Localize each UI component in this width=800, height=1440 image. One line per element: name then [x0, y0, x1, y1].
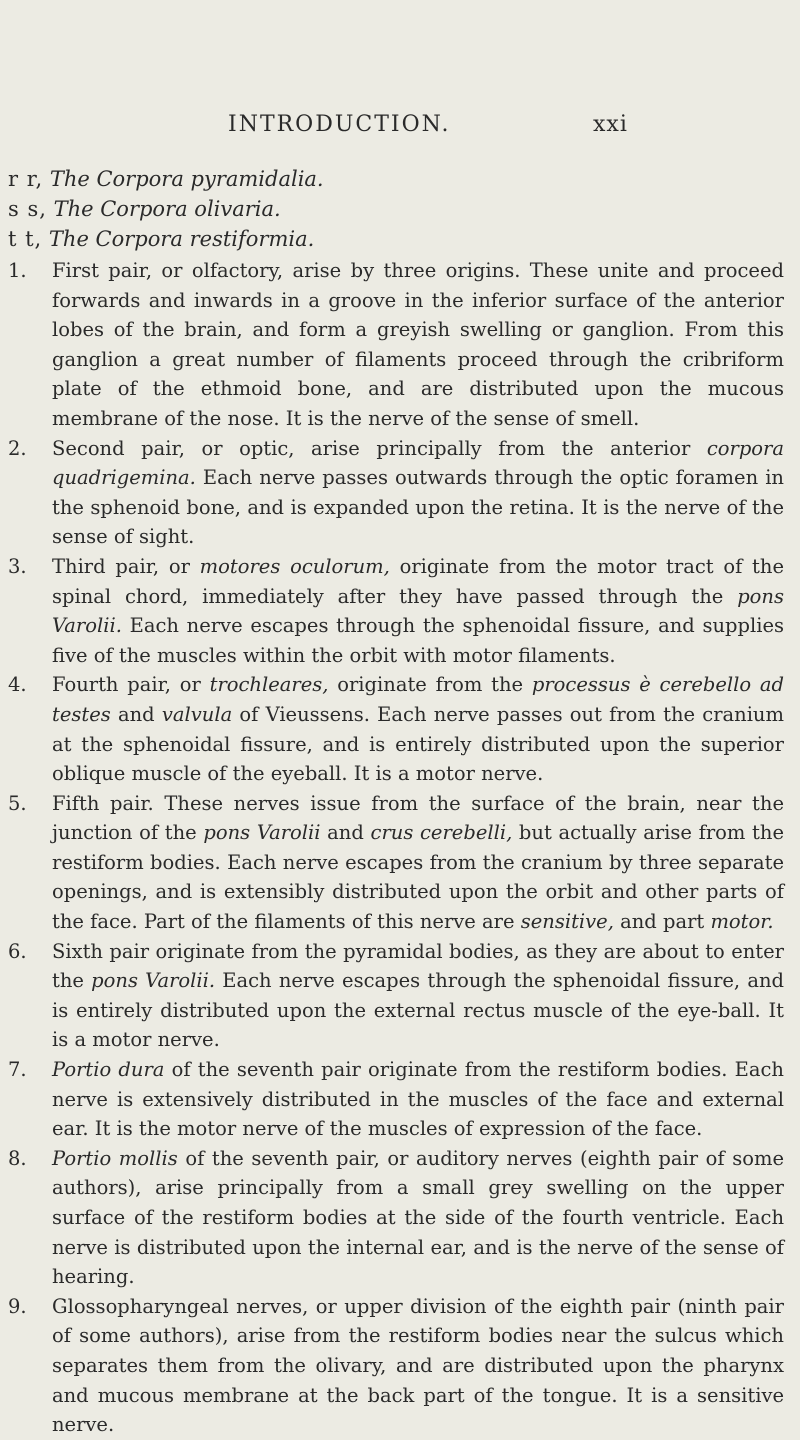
nerve-list	[8, 256, 784, 1440]
nerve-paragraph	[8, 552, 784, 670]
paragraph-text: Each nerve escapes through the sphenoidal fissure, and supplies five of the muscles within the orbit with motor filaments.	[52, 614, 784, 667]
italic-term: processus è cerebello ad testes	[52, 673, 785, 726]
paragraph-text: of the seventh pair originate from the restiform bodies. Each nerve is extensively distributed in the muscles of the face and external ear. It is the motor nerve of the muscles of expression of the face.	[52, 1058, 784, 1141]
paragraph-number: 2.	[8, 436, 27, 460]
paragraph-text: originate from the	[328, 673, 532, 697]
italic-term: pons Varolii.	[91, 969, 216, 993]
paragraph-text: of Vieussens. Each nerve passes out from the cranium at the sphenoidal fissure, and is entirely distributed upon the superior oblique muscle of the eyeball. It is a motor nerve.	[52, 702, 784, 786]
nerve-paragraph	[8, 1144, 784, 1292]
nerve-paragraph	[8, 1055, 784, 1144]
italic-term: pons Varolii	[203, 821, 321, 845]
paragraph-text: of the seventh pair, or auditory nerves (eighth pair of some authors), arise principally from a small grey swelling on the upper surface of the restiform bodies at the side of the fourth ventricle. Each nerve is distributed upon the internal ear, and is the nerve of the sense of hearing.	[52, 1146, 784, 1289]
figure-legend	[8, 164, 324, 254]
nerve-paragraph	[8, 789, 784, 937]
nerve-paragraph	[8, 670, 784, 788]
paragraph-text: originate from the motor tract of the spinal chord, immediately after they have passed through the	[52, 554, 784, 608]
paragraph-text: and	[320, 821, 371, 845]
legend-name: The Corpora pyramidalia.	[49, 167, 324, 191]
paragraph-number: 4.	[8, 673, 27, 697]
paragraph-number: 3.	[8, 554, 27, 578]
legend-name: The Corpora restiformia.	[48, 227, 315, 251]
nerve-paragraph	[8, 1292, 784, 1440]
legend-key: s s,	[8, 197, 47, 221]
paragraph-text: Second pair, or optic, arise principally from the anterior	[52, 436, 707, 460]
italic-term: pons Varolii.	[52, 584, 784, 638]
legend-name: The Corpora olivaria.	[53, 197, 281, 221]
paragraph-number: 5.	[8, 791, 27, 815]
paragraph-number: 6.	[8, 939, 27, 963]
italic-term: Portio mollis	[52, 1146, 178, 1170]
paragraph-text: and	[110, 702, 162, 726]
nerve-paragraph	[8, 256, 784, 434]
paragraph-text: Sixth pair originate from the pyramidal bodies, as they are about to enter the	[52, 939, 784, 993]
page-number: xxi	[593, 112, 628, 137]
paragraph-text: and part	[613, 910, 711, 934]
legend-item	[8, 164, 324, 194]
italic-term: corpora quadrigemina.	[52, 436, 784, 490]
paragraph-text: Each nerve passes outwards through the optic foramen in the sphenoid bone, and is expanded upon the retina. It is the nerve of the sense of sight.	[52, 466, 784, 549]
legend-item	[8, 194, 324, 224]
running-header	[0, 112, 800, 148]
italic-term: valvula	[161, 702, 233, 726]
italic-term: motores oculorum,	[199, 554, 390, 578]
paragraph-number: 1.	[8, 259, 27, 282]
paragraph-text: Third pair, or	[52, 554, 200, 578]
paragraph-text: Fourth pair, or	[52, 673, 210, 697]
nerve-paragraph	[8, 937, 784, 1055]
running-title: INTRODUCTION.	[228, 112, 451, 137]
paragraph-number: 9.	[8, 1294, 27, 1318]
paragraph-text: Fifth pair. These nerves issue from the surface of the brain, near the junction of the	[52, 791, 784, 845]
legend-item	[8, 224, 324, 254]
nerve-paragraph	[8, 434, 784, 552]
italic-term: Portio dura	[52, 1058, 165, 1082]
paragraph-text: Each nerve escapes through the sphenoidal fissure, and is entirely distributed upon the external rectus muscle of the eye-ball. It is a motor nerve.	[52, 969, 785, 1052]
italic-term: motor.	[710, 910, 774, 934]
paragraph-number: 8.	[8, 1146, 27, 1170]
legend-key: t t,	[8, 227, 43, 251]
paragraph-text: but actually arise from the restiform bodies. Each nerve escapes from the cranium by three separate openings, and is extensibly distributed upon the orbit and other parts of the face. Part of the filaments of this nerve are	[52, 821, 784, 934]
italic-term: sensitive,	[520, 910, 614, 934]
paragraph-text: Glossopharyngeal nerves, or upper division of the eighth pair (ninth pair of some authors), arise from the restiform bodies near the sulcus which separates them from the olivary, and are distributed upon the pharynx and mucous membrane at the back part of the tongue. It is a sensitive nerve.	[52, 1294, 784, 1437]
paragraph-number: 7.	[8, 1058, 27, 1082]
italic-term: trochleares,	[209, 673, 329, 697]
paragraph-text: First pair, or olfactory, arise by three origins. These unite and proceed forwards and inwards in a groove in the inferior surface of the anterior lobes of the brain, and form a greyish swelling or ganglion. From this ganglion a great number of filaments proceed through the cribriform plate of the ethmoid bone, and are distributed upon the mucous membrane of the nose. It is the nerve of the sense of smell.	[52, 259, 784, 430]
italic-term: crus cerebelli,	[370, 821, 513, 845]
legend-key: r r,	[8, 167, 44, 191]
